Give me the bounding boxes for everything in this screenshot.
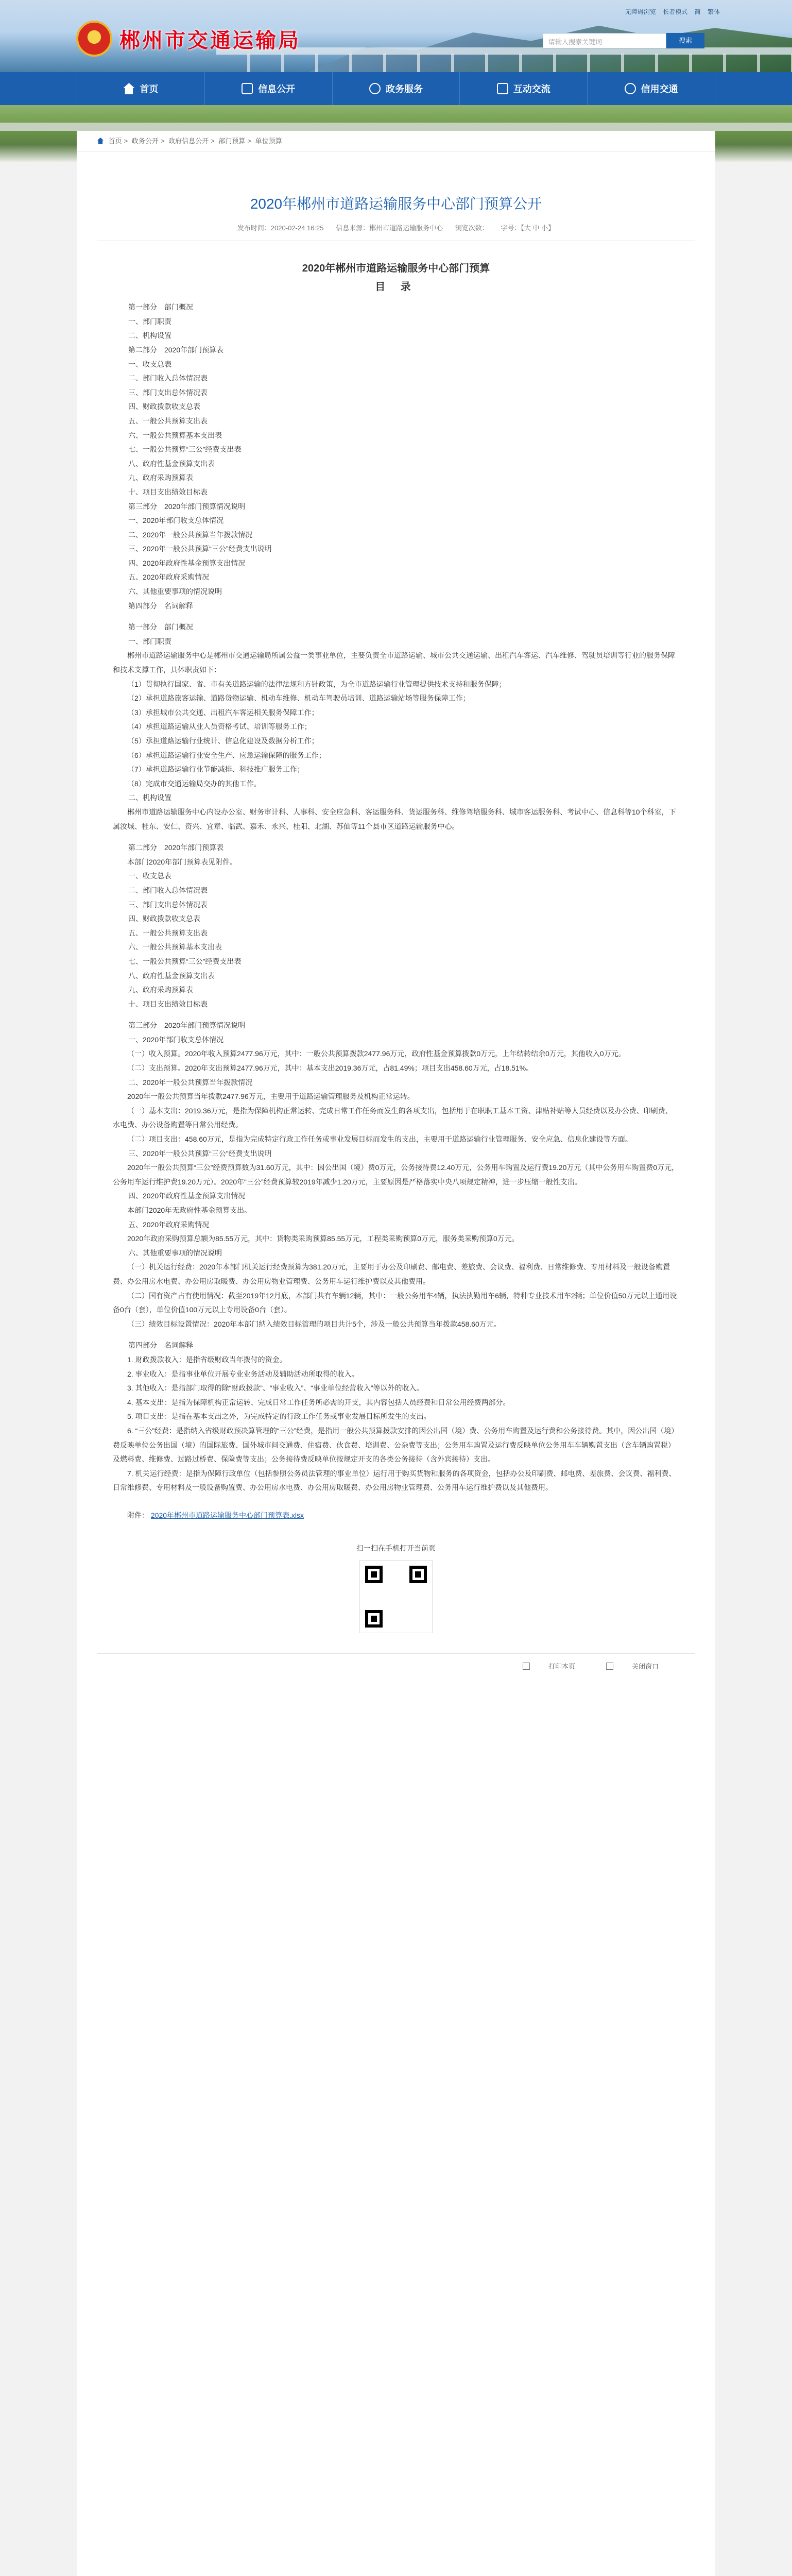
paragraph: 本部门2020年无政府性基金预算支出。 xyxy=(127,1206,252,1214)
subsection-heading: 六、其他重要事项的情况说明 xyxy=(128,1248,222,1257)
doc-toc-heading: 目 录 xyxy=(375,281,417,293)
toc-item: 八、政府性基金预算支出表 xyxy=(128,459,215,468)
duty-item: （1）贯彻执行国家、省、市有关道路运输的法律法规和方针政策，为全市道路运输行业管理提供技术支持和服务保障； xyxy=(127,680,506,688)
term-item: 5. 项目支出：是指在基本支出之外，为完成特定的行政工作任务或事业发展目标所发生的支出。 xyxy=(127,1412,431,1421)
other-item: （一）机关运行经费：2020年本部门机关运行经费预算为381.20万元，主要用于办公及印刷费、邮电费、差旅费、会议费、福利费、日常维修费、专用材料及一般设备购置费、办公用房水电费、办公用房取暖费、办公用房物业管理费、公务用车运行维护费以及其他费用。 xyxy=(113,1263,670,1285)
nav-item-gov-service[interactable] xyxy=(333,72,460,105)
duty-item: （6）承担道路运输行业安全生产、应急运输保障的服务工作； xyxy=(127,751,326,759)
toc-item: 二、2020年一般公共预算当年拨款情况 xyxy=(128,530,253,539)
toc-item: 七、一般公共预算“三公”经费支出表 xyxy=(128,445,242,454)
term-item: 4. 基本支出：是指为保障机构正常运转、完成日常工作任务所必需的开支，其内容包括人员经费和日常公用经费两部分。 xyxy=(127,1398,510,1406)
paragraph: （一）收入预算。2020年收入预算2477.96万元，其中：一般公共预算拨款2477.96万元，政府性基金预算拨款0万元，上年结转结余0万元，其他收入0万元。 xyxy=(127,1049,626,1058)
toc-item: 第四部分 名词解释 xyxy=(128,601,193,610)
qr-code-icon xyxy=(360,1561,432,1633)
breadcrumb-item[interactable]: 政府信息公开 xyxy=(168,137,209,145)
budget-table-item: 八、政府性基金预算支出表 xyxy=(128,971,215,980)
chat-icon xyxy=(497,83,508,94)
close-icon xyxy=(606,1663,613,1670)
qr-finder xyxy=(409,1566,427,1583)
home-icon xyxy=(123,83,134,94)
budget-table-item: 九、政府采购预算表 xyxy=(128,986,193,994)
duty-item: （7）承担道路运输行业节能减排、科技推广服务工作； xyxy=(127,765,304,774)
attachment-label: 附件： xyxy=(127,1511,149,1519)
paragraph: （二）项目支出：458.60万元，是指为完成特定行政工作任务或事业发展目标而发生的支出，主要用于道路运输行业管理服务、安全应急、信息化建设等方面。 xyxy=(127,1135,632,1144)
term-item: 6. “三公”经费：是指纳入省级财政预决算管理的“三公”经费，是指用一般公共预算拨款安排的因公出国（境）费、公务用车购置及运行费和公务接待费。其中，因公出国（境）费反映单位公务出国（境）的国际旅费、国外城市间交通费、住宿费、伙食费、培训费、公杂费等支出；公务用车购置及运行费反映单位公务用车车辆购置支出（含车辆购置税）及燃料费、维修费、过路过桥费、保险费等支出；公务接待费反映单位按规定开支的各类公务接待（含外宾接待）支出。 xyxy=(113,1426,679,1464)
nav-label: 首页 xyxy=(140,84,159,94)
nav-label: 政务服务 xyxy=(385,84,423,94)
breadcrumb: 首页 > 政务公开 > 政府信息公开 > 部门预算 > 单位预算 xyxy=(77,131,715,151)
toc-item: 二、部门收入总体情况表 xyxy=(128,374,208,383)
toc-item: 六、其他重要事项的情况说明 xyxy=(128,587,222,596)
toc-item: 第二部分 2020年部门预算表 xyxy=(128,345,224,354)
print-button[interactable] xyxy=(507,1661,575,1671)
other-item: （二）国有资产占有使用情况：截至2019年12月底，本部门共有车辆12辆，其中：一般公务用车4辆，执法执勤用车6辆，特种专业技术用车2辆；单位价值50万元以上通用设备0台（套），单位价值100万元以上专用设备0台（套）。 xyxy=(113,1291,677,1314)
terms-list xyxy=(113,1353,679,1495)
main-nav xyxy=(0,72,792,105)
utility-links xyxy=(620,7,720,16)
toc-item: 第一部分 部门概况 xyxy=(128,303,193,312)
term-item: 7. 机关运行经费：是指为保障行政单位（包括参照公务员法管理的事业单位）运行用于购买货物和服务的各项资金，包括办公及印刷费、邮电费、差旅费、会议费、福利费、日常维修费、专用材料及一般设备购置费、办公用房水电费、办公用房取暖费、办公用房物业管理费、公务用车运行维护费以及其他费用。 xyxy=(113,1469,676,1492)
attachment-link[interactable]: 2020年郴州市道路运输服务中心部门预算表.xlsx xyxy=(150,1511,304,1519)
subsection-heading: 二、2020年一般公共预算当年拨款情况 xyxy=(128,1078,253,1087)
toc-item: 一、部门职责 xyxy=(128,317,171,326)
duty-item: （2）承担道路旅客运输、道路货物运输、机动车维修、机动车驾驶员培训、道路运输站场等服务保障工作； xyxy=(127,694,470,703)
attachment xyxy=(113,1509,679,1523)
budget-table-item: 四、财政拨款收支总表 xyxy=(128,914,200,923)
nav-label: 信息公开 xyxy=(258,84,296,94)
duty-item: （8）完成市交通运输局交办的其他工作。 xyxy=(127,779,261,788)
subsection-heading: 五、2020年政府采购情况 xyxy=(128,1220,210,1229)
document-icon xyxy=(242,83,253,94)
nav-label: 互动交流 xyxy=(513,84,550,94)
site-brand[interactable] xyxy=(76,21,301,57)
article-meta xyxy=(97,223,695,241)
subsection-heading: 一、部门职责 xyxy=(128,637,171,646)
site-header xyxy=(0,0,792,72)
toc-item: 九、政府采购预算表 xyxy=(128,473,193,482)
table-of-contents xyxy=(113,300,679,613)
paragraph: （二）支出预算。2020年支出预算2477.96万元，其中：基本支出2019.36万元，占81.49%；项目支出458.60万元，占18.51%。 xyxy=(127,1064,533,1073)
font-size-switch[interactable]: 字号：【大 中 小】 xyxy=(501,224,555,232)
qr-section xyxy=(77,1543,715,1633)
subsection-heading: 二、机构设置 xyxy=(128,793,171,802)
print-label: 打印本页 xyxy=(548,1663,575,1671)
term-item: 3. 其他收入：是指部门取得的除“财政拨款”、“事业收入”、“事业单位经营收入”等以外的收入。 xyxy=(127,1384,424,1393)
subsection-heading: 三、2020年一般公共预算“三公”经费支出说明 xyxy=(128,1149,272,1158)
credit-icon xyxy=(625,83,636,94)
article-body xyxy=(77,241,715,1522)
header-bridge-pillars xyxy=(216,54,792,72)
paragraph: 2020年一般公共预算“三公”经费预算数为31.60万元，其中：因公出国（境）费0万元，公务接待费12.40万元，公务用车购置及运行费19.20万元（其中公务用车购置费0万元，公务用车运行维护费19.20万元）。2020年“三公”经费预算较2019年减少1.20万元，主要原因是严格落实中央八项规定精神，进一步压缩一般性支出。 xyxy=(113,1163,679,1186)
paragraph: 2020年政府采购预算总额为85.55万元，其中：货物类采购预算85.55万元，工程类采购预算0万元，服务类采购预算0万元。 xyxy=(127,1234,519,1243)
duties-list xyxy=(113,677,679,791)
search-button[interactable]: 搜索 xyxy=(666,33,704,48)
toc-item: 十、项目支出绩效目标表 xyxy=(128,487,208,496)
search-input[interactable]: 请输入搜索关键词 xyxy=(543,33,666,48)
budget-table-item: 五、一般公共预算支出表 xyxy=(128,928,208,937)
toc-item: 四、财政拨款收支总表 xyxy=(128,402,200,411)
accessibility-link[interactable]: 无障碍浏览 xyxy=(625,8,656,15)
other-item: （三）绩效目标设置情况：2020年本部门纳入绩效目标管理的项目共计5个，涉及一般公共预算当年拨款458.60万元。 xyxy=(127,1319,501,1328)
breadcrumb-item[interactable]: 部门预算 xyxy=(218,137,246,145)
paragraph: 郴州市道路运输服务中心内设办公室、财务审计科、人事科、安全应急科、客运服务科、货运服务科、维修驾培服务科、城市客运服务科、考试中心、信息科等10个科室，下属汝城、桂东、安仁、资兴、宜章、临武、嘉禾、永兴、桂阳、北湖、苏仙等11个县市区道路运输服务中心。 xyxy=(113,807,676,831)
budget-table-item: 一、收支总表 xyxy=(128,872,171,880)
national-emblem-icon xyxy=(76,21,112,57)
nav-item-credit[interactable] xyxy=(588,72,715,105)
section-heading: 第一部分 部门概况 xyxy=(128,623,193,632)
paragraph: 郴州市道路运输服务中心是郴州市交通运输局所属公益一类事业单位，主要负责全市道路运输、城市公共交通运输、出租汽车客运、汽车维修、驾驶员培训等行业的服务保障和技术支撑工作，具体职责如下： xyxy=(113,651,675,674)
main-content xyxy=(77,131,715,2576)
publish-time: 发布时间：2020-02-24 16:25 xyxy=(237,224,324,232)
breadcrumb-item[interactable]: 首页 xyxy=(108,137,122,145)
toc-item: 五、2020年政府采购情况 xyxy=(128,573,210,582)
budget-table-list xyxy=(113,869,679,1011)
service-icon xyxy=(369,83,381,94)
section-heading: 第二部分 2020年部门预算表 xyxy=(128,843,224,852)
hero-road-graphic xyxy=(0,123,792,131)
toc-item: 二、机构设置 xyxy=(128,331,171,340)
doc-title: 2020年郴州市道路运输服务中心部门预算 xyxy=(302,263,490,274)
toc-item: 五、一般公共预算支出表 xyxy=(128,416,208,425)
traditional-link[interactable]: 繁体 xyxy=(707,8,720,15)
simplified-link[interactable]: 简 xyxy=(694,8,701,15)
toc-item: 第三部分 2020年部门预算情况说明 xyxy=(128,502,246,511)
article-title: 2020年郴州市道路运输服务中心部门预算公开 xyxy=(250,196,542,212)
elder-mode-link[interactable]: 长者模式 xyxy=(663,8,688,15)
duty-item: （5）承担道路运输行业统计、信息化建设及数据分析工作； xyxy=(127,737,319,745)
toc-item: 六、一般公共预算基本支出表 xyxy=(128,431,222,439)
info-source: 信息来源：郴州市道路运输服务中心 xyxy=(336,224,443,232)
duty-item: （4）承担道路运输从业人员资格考试、培训等服务工作； xyxy=(127,722,312,731)
article-tools xyxy=(97,1653,695,1671)
term-item: 1. 财政拨款收入：是指省级财政当年拨付的资金。 xyxy=(127,1355,287,1364)
toc-item: 一、收支总表 xyxy=(128,360,171,368)
budget-table-item: 三、部门支出总体情况表 xyxy=(128,900,208,909)
printer-icon xyxy=(523,1663,530,1670)
site-title: 郴州市交通运输局 xyxy=(119,28,301,53)
budget-table-item: 二、部门收入总体情况表 xyxy=(128,886,208,894)
breadcrumb-item[interactable]: 政务公开 xyxy=(131,137,159,145)
home-icon xyxy=(97,138,104,144)
close-label: 关闭窗口 xyxy=(631,1663,659,1671)
toc-item: 三、2020年一般公共预算“三公”经费支出说明 xyxy=(128,545,272,553)
section-heading: 第三部分 2020年部门预算情况说明 xyxy=(128,1021,246,1030)
paragraph: 本部门2020年部门预算表见附件。 xyxy=(127,857,237,866)
paragraph: （一）基本支出：2019.36万元，是指为保障机构正常运转、完成日常工作任务而发生的各项支出，包括用于在职职工基本工资、津贴补贴等人员经费以及办公费、印刷费、水电费、办公设备购置等日常公用经费。 xyxy=(113,1106,673,1129)
section-heading: 第四部分 名词解释 xyxy=(128,1341,193,1350)
nav-item-info-open[interactable] xyxy=(205,72,333,105)
other-items-list xyxy=(113,1260,679,1331)
qr-finder xyxy=(365,1566,383,1583)
term-item: 2. 事业收入：是指事业单位开展专业业务活动及辅助活动所取得的收入。 xyxy=(127,1369,359,1378)
paragraph: 2020年一般公共预算当年拨款2477.96万元，主要用于道路运输管理服务及机构正常运转。 xyxy=(127,1092,415,1101)
view-count: 浏览次数： xyxy=(455,224,489,232)
duty-item: （3）承担城市公共交通、出租汽车客运相关服务保障工作； xyxy=(127,708,319,717)
close-window-button[interactable] xyxy=(591,1661,659,1671)
toc-item: 一、2020年部门收支总体情况 xyxy=(128,516,224,525)
toc-item: 三、部门支出总体情况表 xyxy=(128,388,208,397)
budget-table-item: 十、项目支出绩效目标表 xyxy=(128,999,208,1008)
budget-table-item: 六、一般公共预算基本支出表 xyxy=(128,943,222,952)
subsection-heading: 四、2020年政府性基金预算支出情况 xyxy=(128,1192,246,1200)
nav-item-home[interactable] xyxy=(77,72,205,105)
nav-item-interaction[interactable] xyxy=(460,72,588,105)
breadcrumb-item[interactable]: 单位预算 xyxy=(255,137,282,145)
qr-caption: 扫一扫在手机打开当前页 xyxy=(356,1544,436,1553)
nav-label: 信用交通 xyxy=(641,84,678,94)
budget-table-item: 七、一般公共预算“三公”经费支出表 xyxy=(128,957,242,965)
subsection-heading: 一、2020年部门收支总体情况 xyxy=(128,1035,224,1044)
qr-finder xyxy=(365,1610,383,1628)
toc-item: 四、2020年政府性基金预算支出情况 xyxy=(128,558,246,567)
